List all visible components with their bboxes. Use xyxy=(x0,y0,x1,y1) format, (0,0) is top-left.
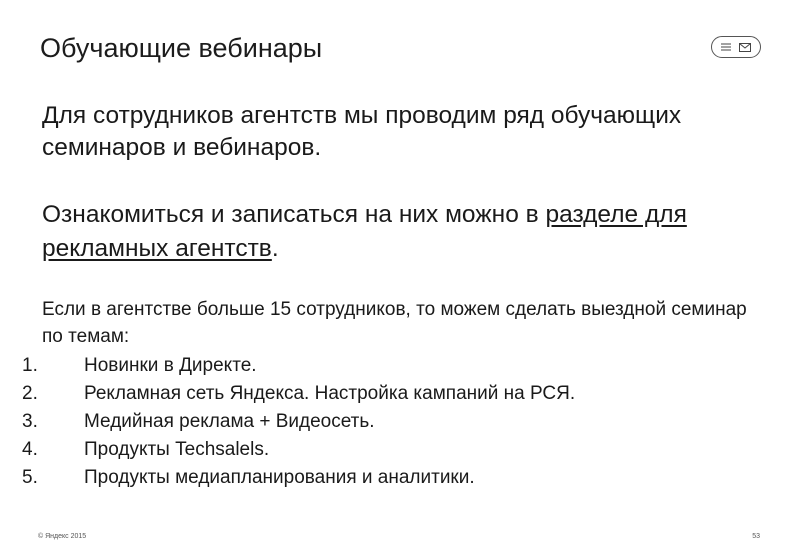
signup-text xyxy=(42,198,772,266)
list-item xyxy=(0,380,760,408)
signup-suffix: . xyxy=(271,235,279,262)
list-item-label: Продукты медиапланирования и аналитики. xyxy=(84,467,475,488)
list-item xyxy=(0,352,760,380)
nav-pill[interactable] xyxy=(711,36,761,58)
copyright: © Яндекс 2015 xyxy=(38,533,87,540)
list-item xyxy=(0,464,760,492)
list-item-label: Новинки в Директе. xyxy=(84,355,257,376)
list-item-label: Продукты Techsalels. xyxy=(84,439,270,460)
topics-list xyxy=(0,352,760,492)
page-title: Обучающие вебинары xyxy=(40,33,323,63)
list-item-label: Рекламная сеть Яндекса. Настройка кампаний на РСЯ. xyxy=(84,383,576,404)
list-item xyxy=(0,436,760,464)
list-item-number: 5. xyxy=(22,467,38,488)
list-item-number: 2. xyxy=(22,383,38,404)
list-item xyxy=(0,408,760,436)
menu-icon[interactable] xyxy=(721,43,731,51)
list-item-number: 4. xyxy=(22,439,38,460)
list-item-label: Медийная реклама + Видеосеть. xyxy=(84,411,375,432)
intro-text: Для сотрудников агентств мы проводим ряд обучающих семинаров и вебинаров. xyxy=(42,102,682,161)
page-number: 53 xyxy=(752,533,760,540)
mail-icon[interactable] xyxy=(739,43,751,52)
list-item-number: 1. xyxy=(22,355,38,376)
list-item-number: 3. xyxy=(22,411,38,432)
offer-text: Если в агентстве больше 15 сотрудников, то можем сделать выездной семинар по темам: xyxy=(42,299,747,347)
signup-prefix: Ознакомиться и записаться на них можно в xyxy=(42,201,546,228)
agency-section-link[interactable]: разделе для рекламных агентств xyxy=(42,201,687,262)
